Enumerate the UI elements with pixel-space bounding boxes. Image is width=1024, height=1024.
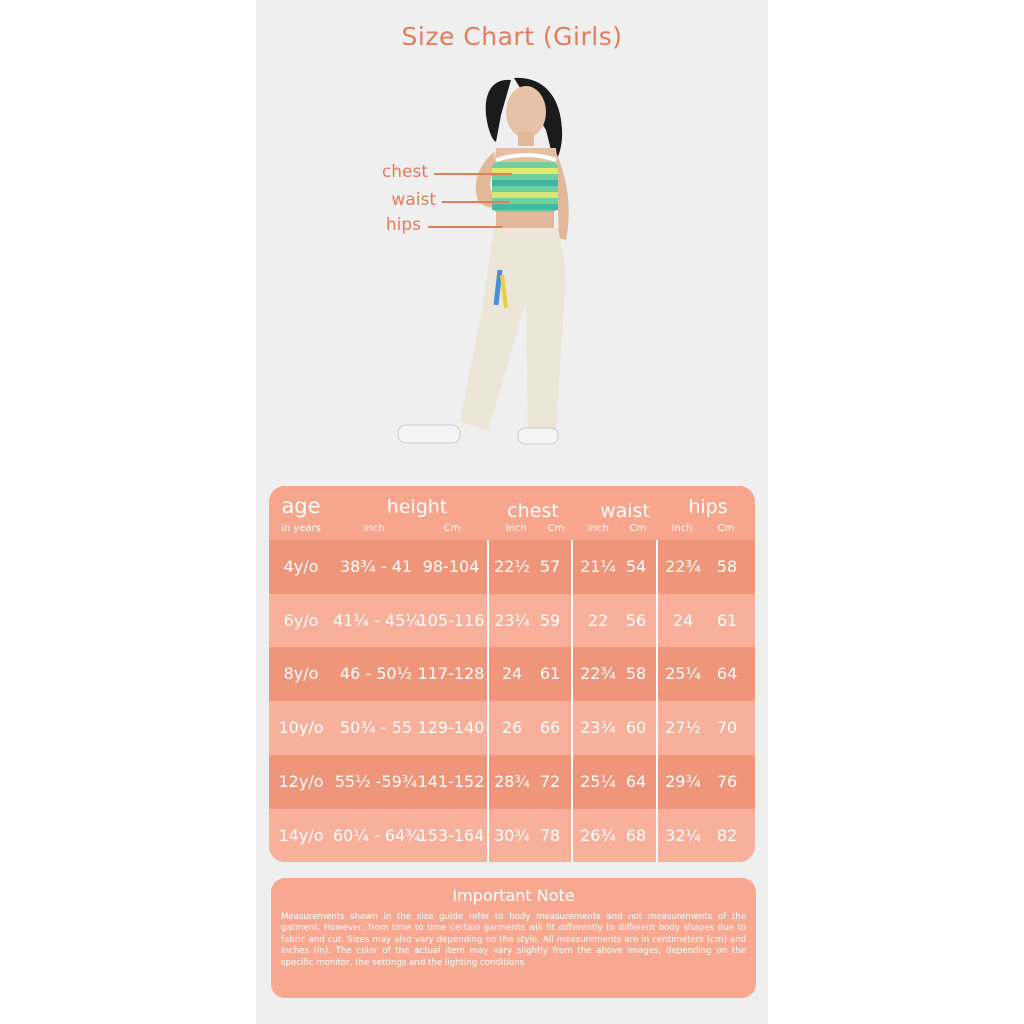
important-note [271,878,756,998]
height-inch-cell: 60¼ - 64¾ [333,825,421,845]
height-cm-cell: 153-164 [417,825,485,845]
age-cell: 10y/o [278,718,324,738]
height-cm-cell: 141-152 [417,771,485,791]
waist-inch-cell: 26¾ [580,825,616,845]
height-header: height [386,496,448,518]
waist-cm-cell: 60 [625,718,647,738]
note-title: Important Note [452,886,575,905]
hips-cm-cell: 70 [716,718,738,738]
column-divider [487,540,489,862]
table-row [269,755,755,809]
hips-header: hips [688,496,728,518]
age-cell: 4y/o [283,557,319,576]
age-cell: 6y/o [283,610,319,630]
chest-inch-cell: 30¾ [494,825,530,845]
hips-cm-header: Cm [717,523,735,534]
model-illustration [256,70,768,470]
hips-line [428,226,502,228]
waist-cm-cell: 54 [625,557,647,576]
table-row [269,647,755,701]
hips-cm-cell: 61 [716,610,738,630]
chest-inch-cell: 26 [501,718,523,738]
chest-inch-cell: 23¼ [494,610,530,630]
age-cell: 8y/o [283,664,319,684]
waist-header: waist [600,500,650,522]
height-inch-cell: 50¾ - 55 [339,718,413,738]
age-subheader: in years [281,523,321,534]
waist-inch-cell: 21¼ [580,557,616,576]
chest-inch-cell: 28¾ [494,771,530,791]
column-divider [656,540,658,862]
hips-inch-cell: 24 [672,610,694,630]
chest-inch-cell: 24 [501,664,523,684]
height-cm-header: Cm [443,523,461,534]
hips-inch-cell: 29¾ [665,771,701,791]
waist-line [442,201,510,203]
hips-cm-cell: 76 [716,771,738,791]
chest-cm-cell: 66 [539,718,561,738]
height-cm-cell: 98-104 [422,557,480,576]
waist-cm-cell: 68 [625,825,647,845]
hips-cm-cell: 82 [716,825,738,845]
chest-inch-header: Inch [505,523,527,534]
waist-cm-cell: 56 [625,610,647,630]
table-row [269,540,755,594]
age-cell: 14y/o [278,825,324,845]
chest-cm-cell: 72 [539,771,561,791]
height-inch-cell: 38¾ - 41 [339,557,413,576]
waist-cm-header: Cm [629,523,647,534]
age-header: age [281,494,321,518]
table-row [269,701,755,755]
size-table [269,486,755,862]
waist-cm-cell: 58 [625,664,647,684]
hips-inch-cell: 32¼ [665,825,701,845]
chest-cm-cell: 61 [539,664,561,684]
hips-cm-cell: 64 [716,664,738,684]
hips-inch-cell: 27½ [665,718,701,738]
page-title: Size Chart (Girls) [401,22,623,51]
hips-inch-cell: 25¼ [665,664,701,684]
waist-inch-cell: 25¼ [580,771,616,791]
chest-header: chest [507,500,559,522]
hips-inch-header: Inch [671,523,693,534]
table-row [269,594,755,648]
waist-label: waist [391,190,436,210]
hips-cm-cell: 58 [716,557,738,576]
note-text: Measurements shown in the size guide refer to body measurements and not measurements of the garment. However, from time to time certain garments will fit differently to different body shapes due to fabric and cut. Sizes may also vary depending on the style. All measurements are in centimeters (cm) and Inches (in). The color of the actual item may vary slightly from the above images, depending on the specific monitor, the settings and the lighting conditions. [281,912,746,968]
height-cm-cell: 105-116 [417,610,485,630]
chest-cm-cell: 78 [539,825,561,845]
column-divider [571,540,573,862]
chest-cm-header: Cm [547,523,565,534]
table-row [269,809,755,863]
chest-inch-cell: 22½ [494,557,530,576]
table-header [269,486,755,540]
chest-line [434,173,512,175]
hips-inch-cell: 22¾ [665,557,701,576]
waist-inch-header: Inch [587,523,609,534]
waist-inch-cell: 22¾ [580,664,616,684]
chest-label: chest [381,162,428,182]
height-inch-cell: 46 - 50½ [339,664,413,684]
height-cm-cell: 117-128 [417,664,485,684]
height-inch-cell: 41¼ - 45¼ [333,610,421,630]
waist-cm-cell: 64 [625,771,647,791]
height-cm-cell: 129-140 [417,718,485,738]
waist-inch-cell: 22 [587,610,609,630]
height-inch-cell: 55½ -59¾ [334,771,418,791]
waist-inch-cell: 23¾ [580,718,616,738]
age-cell: 12y/o [278,771,324,791]
hips-label: hips [385,215,421,235]
chest-cm-cell: 59 [539,610,561,630]
girl-figure-illustration [256,70,768,470]
height-inch-header: Inch [363,523,385,534]
chest-cm-cell: 57 [539,557,561,576]
